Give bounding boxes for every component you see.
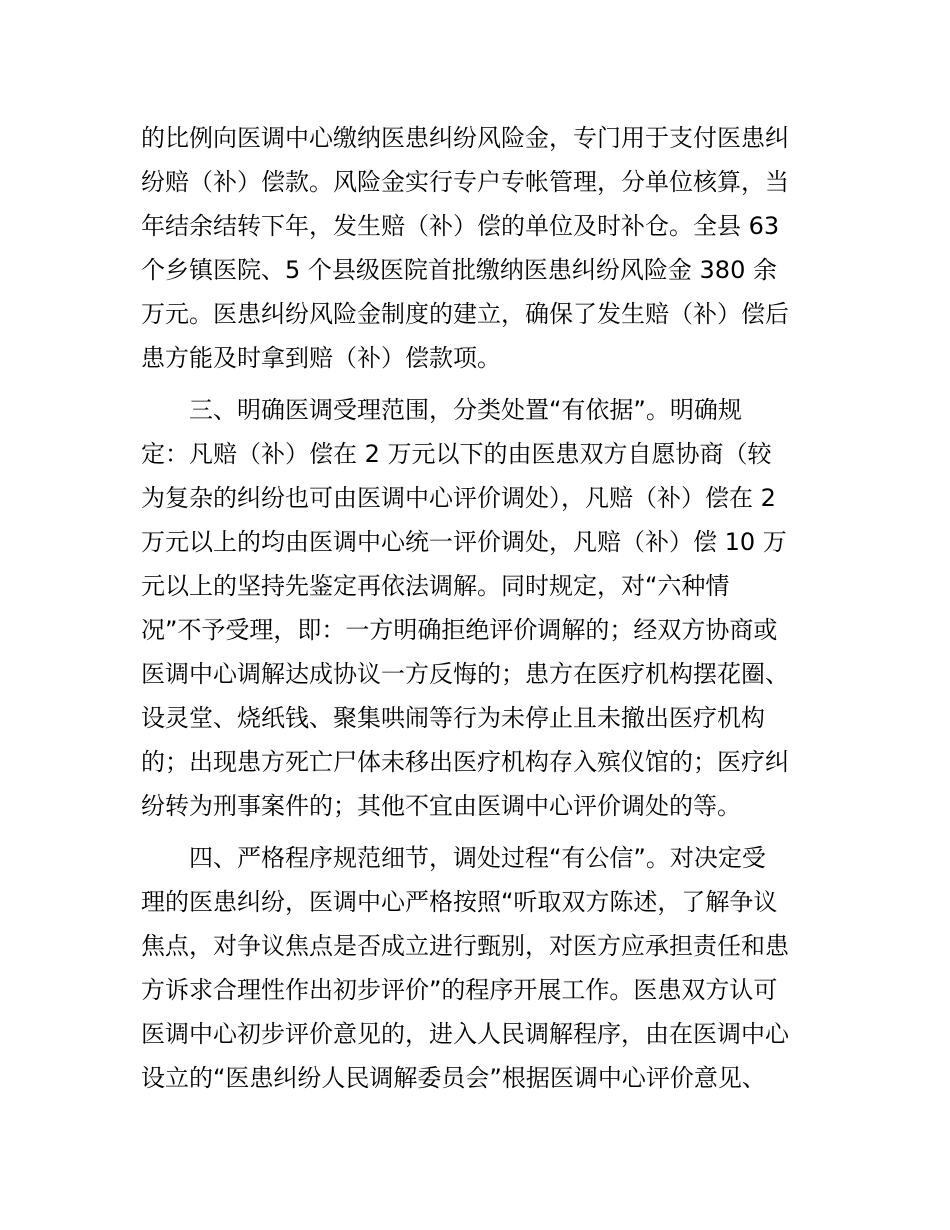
text-line: 况”不予受理，即：一方明确拒绝评价调解的；经双方协商或 [141,616,778,644]
text-line: 定：凡赔（补）偿在 2 万元以下的由医患双方自愿协商（较 [141,440,772,468]
text-line: 万元。医患纠纷风险金制度的建立，确保了发生赔（补）偿后 [141,300,789,328]
text-line: 医调中心调解达成协议一方反悔的；患方在医疗机构摆花圈、 [141,660,789,688]
text-line: 元以上的坚持先鉴定再依法调解。同时规定，对“六种情 [141,572,730,600]
text-line: 的；出现患方死亡尸体未移出医疗机构存入殡仪馆的；医疗纠 [141,748,789,776]
text-line: 焦点，对争议焦点是否成立进行甄别，对医方应承担责任和患 [141,932,789,960]
text-line: 四、严格程序规范细节，调处过程“有公信”。对决定受 [189,844,766,872]
text-line: 年结余结转下年，发生赔（补）偿的单位及时补仓。全县 63 [141,212,780,240]
text-line: 纷转为刑事案件的；其他不宜由医调中心评价调处的等。 [141,792,741,820]
text-line: 的比例向医调中心缴纳医患纠纷风险金，专门用于支付医患纠 [141,124,789,152]
text-line: 方诉求合理性作出初步评价”的程序开展工作。医患双方认可 [141,976,778,1004]
text-line: 医调中心初步评价意见的，进入人民调解程序，由在医调中心 [141,1020,789,1048]
text-line: 纷赔（补）偿款。风险金实行专户专帐管理，分单位核算，当 [141,168,789,196]
text-line: 个乡镇医院、5 个县级医院首批缴纳医患纠纷风险金 380 余 [141,256,777,284]
text-line: 万元以上的均由医调中心统一评价调处，凡赔（补）偿 10 万 [141,528,787,556]
text-line: 为复杂的纠纷也可由医调中心评价调处），凡赔（补）偿在 2 [141,484,776,512]
text-line: 患方能及时拿到赔（补）偿款项。 [141,344,501,372]
text-line: 设灵堂、烧纸钱、聚集哄闹等行为未停止且未撤出医疗机构 [141,704,765,732]
text-line: 理的医患纠纷，医调中心严格按照“听取双方陈述，了解争议 [141,888,778,916]
text-line: 设立的“医患纠纷人民调解委员会”根据医调中心评价意见、 [141,1064,766,1092]
text-line: 三、明确医调受理范围，分类处置“有依据”。明确规 [189,396,742,424]
